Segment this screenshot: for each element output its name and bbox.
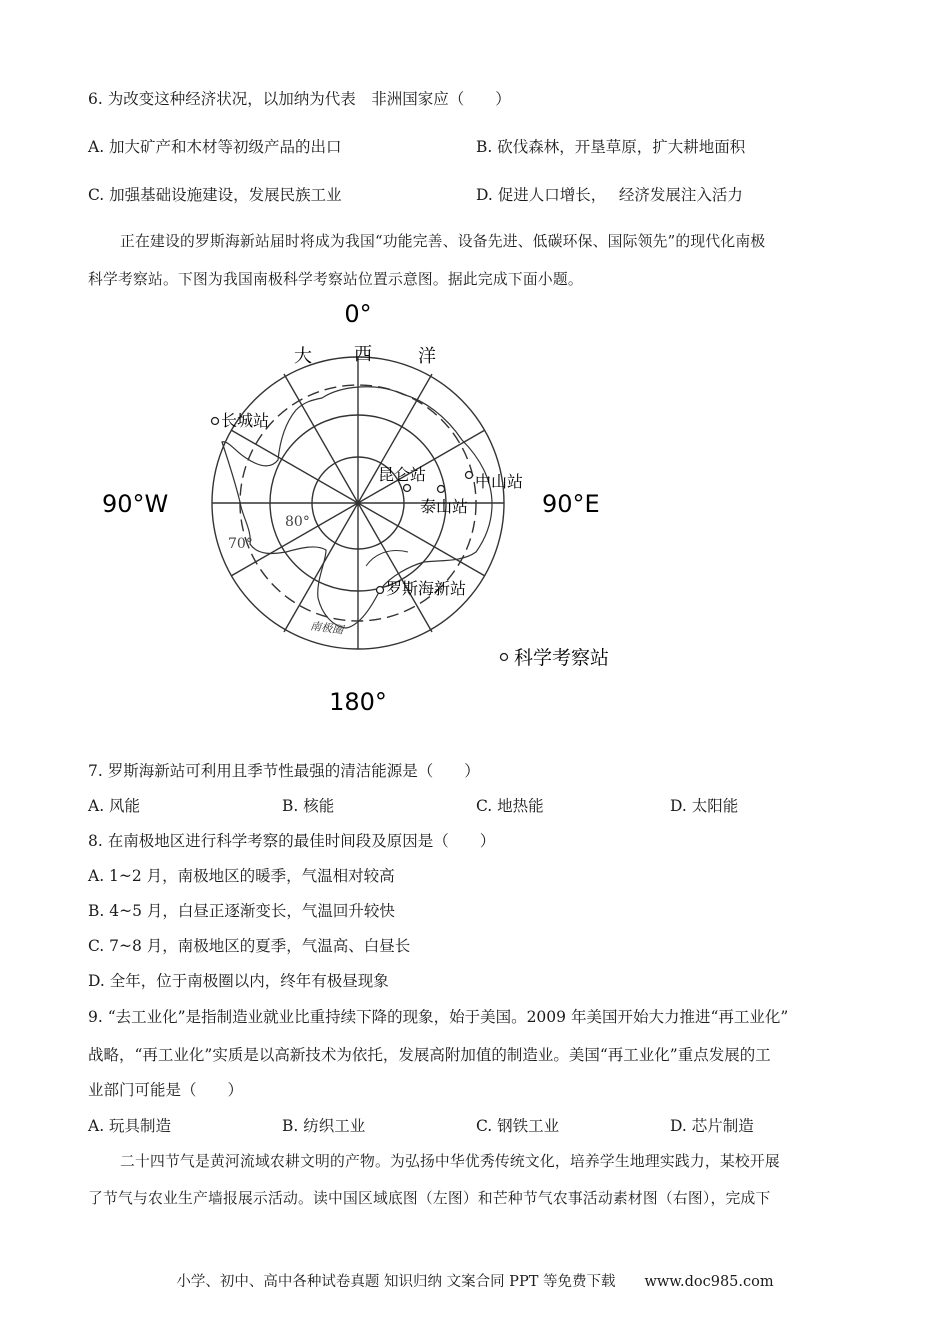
page-footer: 小学、初中、高中各种试卷真题 知识归纳 文案合同 PPT 等免费下载 www.doc985.com — [176, 1274, 774, 1290]
luosihai-station-label: 罗斯海新站 — [386, 579, 467, 598]
q7-option-c: C. 地热能 — [476, 797, 544, 815]
q8-option-d: D. 全年，位于南极圈以内，终年有极昼现象 — [88, 972, 389, 990]
ocean-label-1: 大 — [294, 346, 312, 367]
lon-90e-label: 90°E — [542, 490, 600, 518]
changcheng-station-marker — [212, 418, 219, 425]
luosihai-station-marker — [377, 587, 384, 594]
q7-option-b: B. 核能 — [282, 797, 335, 815]
q9-line1: 9. “去工业化”是指制造业就业比重持续下降的现象，始于美国。2009 年美国开始大力推进“再工业化” — [88, 1008, 789, 1026]
q8-option-b: B. 4~5 月，白昼正逐渐变长，气温回升较快 — [88, 902, 395, 920]
q9-option-b: B. 纺织工业 — [282, 1117, 366, 1135]
legend-station-label: 科学考察站 — [514, 647, 610, 669]
q9-line2: 战略，“再工业化”实质是以高新技术为依托，发展高附加值的制造业。美国“再工业化”重点发展的工 — [88, 1046, 771, 1064]
q7-stem: 7. 罗斯海新站可利用且季节性最强的清洁能源是（ ） — [88, 762, 480, 780]
lon-90w-label: 90°W — [102, 490, 169, 518]
q6-option-d: D. 促进人口增长， 经济发展注入活力 — [476, 186, 743, 204]
antarctic-stations-map — [90, 290, 650, 730]
ocean-label-2: 西 — [354, 344, 372, 365]
antarctic-circle-label: 南极圈 — [309, 619, 344, 637]
q6-stem: 6. 为改变这种经济状况，以加纳为代表 非洲国家应（ ） — [88, 90, 511, 108]
q8-stem: 8. 在南极地区进行科学考察的最佳时间段及原因是（ ） — [88, 832, 496, 850]
ocean-label-3: 洋 — [418, 346, 436, 367]
q9-option-d: D. 芯片制造 — [670, 1117, 754, 1135]
zhongshan-station-label: 中山站 — [475, 472, 524, 491]
q6-option-a: A. 加大矿产和木材等初级产品的出口 — [88, 138, 342, 156]
q6-option-b: B. 砍伐森林，开垦草原，扩大耕地面积 — [476, 138, 746, 156]
q8-option-a: A. 1~2 月，南极地区的暖季，气温相对较高 — [88, 867, 395, 885]
q9-option-c: C. 钢铁工业 — [476, 1117, 560, 1135]
intro2-line2: 了节气与农业生产墙报展示活动。读中国区域底图（左图）和芒种节气农事活动素材图（右图），完成下 — [88, 1190, 771, 1207]
q8-option-c: C. 7~8 月，南极地区的夏季，气温高、白昼长 — [88, 937, 411, 955]
lon-180-label: 180° — [329, 688, 387, 716]
zhongshan-station-marker — [466, 472, 473, 479]
legend-station-icon — [501, 654, 508, 661]
intro1-line1: 正在建设的罗斯海新站届时将成为我国“功能完善、设备先进、低碳环保、国际领先”的现代化南极 — [120, 233, 766, 250]
q6-option-c: C. 加强基础设施建设，发展民族工业 — [88, 186, 342, 204]
taishan-station-marker — [438, 486, 445, 493]
intro2-line1: 二十四节气是黄河流域农耕文明的产物。为弘扬中华优秀传统文化，培养学生地理实践力，某校开展 — [120, 1153, 780, 1170]
lat-70-label: 70° — [228, 536, 253, 552]
q9-line3: 业部门可能是（ ） — [88, 1081, 244, 1099]
lon-0-label: 0° — [344, 300, 372, 328]
intro1-line2: 科学考察站。下图为我国南极科学考察站位置示意图。据此完成下面小题。 — [88, 271, 583, 288]
kunlun-station-marker — [404, 485, 411, 492]
taishan-station-label: 泰山站 — [420, 497, 469, 516]
kunlun-station-label: 昆仑站 — [378, 465, 427, 484]
q7-option-d: D. 太阳能 — [670, 797, 739, 815]
lat-80-label: 80° — [285, 514, 310, 530]
changcheng-station-label: 长城站 — [221, 411, 270, 430]
q7-option-a: A. 风能 — [88, 797, 141, 815]
q9-option-a: A. 玩具制造 — [88, 1117, 172, 1135]
